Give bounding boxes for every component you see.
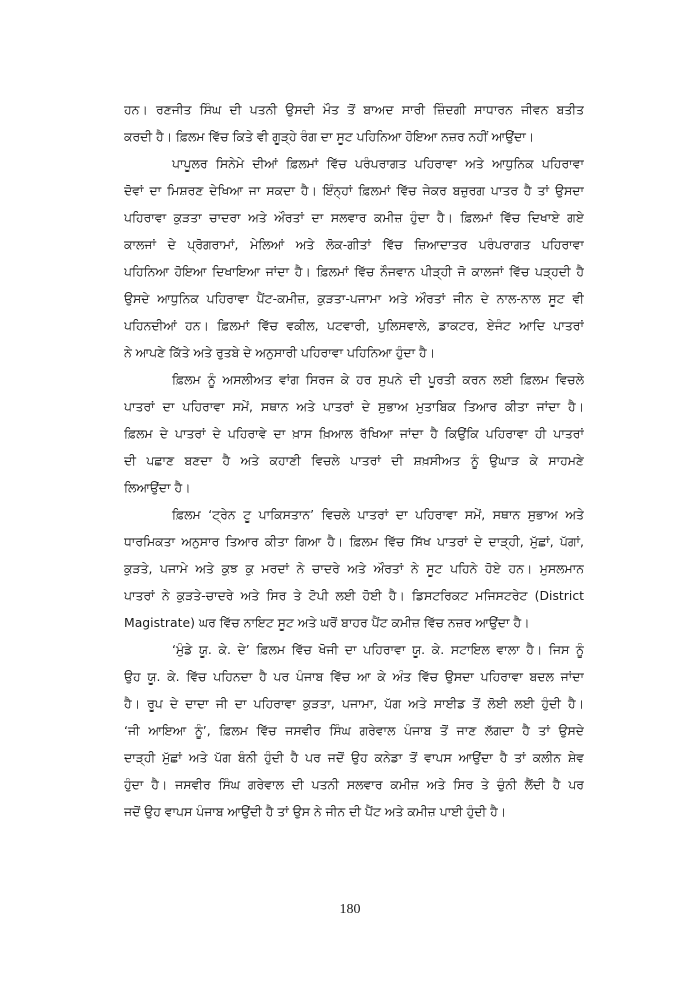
text-line: ਕਾਲਜਾਂ ਦੇ ਪ੍ਰੋਗਰਾਮਾਂ, ਮੇਲਿਆਂ ਅਤੇ ਲੋਕ-ਗੀਤਾਂ ਵਿੱਚ ਜ਼ਿਆਦਾਤਰ ਪਰੰਪਰਾਗਤ ਪਹਿਰਾਵਾ xyxy=(124,237,584,252)
paragraph xyxy=(124,366,584,501)
text-line: Magistrate) ਘਰ ਵਿੱਚ ਨਾਇਟ ਸੂਟ ਅਤੇ ਘਰੋਂ ਬਾਹਰ ਪੈਂਟ ਕਮੀਜ਼ ਵਿੱਚ ਨਜ਼ਰ ਆਉਂਦਾ ਹੈ। xyxy=(124,615,530,630)
text-line: ਫ਼ਿਲਮ ‘ਟ੍ਰੇਨ ਟੂ ਪਾਕਿਸਤਾਨ’ ਵਿਚਲੇ ਪਾਤਰਾਂ ਦਾ ਪਹਿਰਾਵਾ ਸਮੇਂ, ਸਥਾਨ ਸੁਭਾਅ ਅਤੇ xyxy=(172,507,584,522)
text-line: ਫ਼ਿਲਮ ਦੇ ਪਾਤਰਾਂ ਦੇ ਪਹਿਰਾਵੇ ਦਾ ਖ਼ਾਸ ਖ਼ਿਆਲ ਰੱਖਿਆ ਜਾਂਦਾ ਹੈ ਕਿਉਂਕਿ ਪਹਿਰਾਵਾ ਹੀ ਪਾਤਰਾਂ xyxy=(124,426,584,441)
text-line: ਦੀ ਪਛਾਣ ਬਣਦਾ ਹੈ ਅਤੇ ਕਹਾਣੀ ਵਿਚਲੇ ਪਾਤਰਾਂ ਦੀ ਸ਼ਖ਼ਸੀਅਤ ਨੂੰ ਉਘਾੜ ਕੇ ਸਾਹਮਣੇ xyxy=(124,453,584,468)
text-line: ਨੇ ਆਪਣੇ ਕਿੱਤੇ ਅਤੇ ਰੁਤਬੇ ਦੇ ਅਨੁਸਾਰੀ ਪਹਿਰਾਵਾ ਪਹਿਨਿਆ ਹੁੰਦਾ ਹੈ। xyxy=(124,345,436,360)
text-line: ਲਿਆਉਂਦਾ ਹੈ। xyxy=(124,480,191,495)
text-line: ਫ਼ਿਲਮ ਨੂੰ ਅਸਲੀਅਤ ਵਾਂਗ ਸਿਰਜ ਕੇ ਹਰ ਸੁਪਨੇ ਦੀ ਪੂਰਤੀ ਕਰਨ ਲਈ ਫ਼ਿਲਮ ਵਿਚਲੇ xyxy=(172,372,584,387)
text-line: ‘ਮੁੰਡੇ ਯੂ. ਕੇ. ਦੇ’ ਫ਼ਿਲਮ ਵਿੱਚ ਖੋਜੀ ਦਾ ਪਹਿਰਾਵਾ ਯੂ. ਕੇ. ਸਟਾਇਲ ਵਾਲਾ ਹੈ। ਜਿਸ ਨੂੰ xyxy=(172,642,584,657)
text-line: ਉਹ ਯੂ. ਕੇ. ਵਿੱਚ ਪਹਿਨਦਾ ਹੈ ਪਰ ਪੰਜਾਬ ਵਿੱਚ ਆ ਕੇ ਅੰਤ ਵਿੱਚ ਉਸਦਾ ਪਹਿਰਾਵਾ ਬਦਲ ਜਾਂਦਾ xyxy=(124,669,584,684)
paragraph xyxy=(124,150,584,366)
text-line: ਹੁੰਦਾ ਹੈ। ਜਸਵੀਰ ਸਿੰਘ ਗਰੇਵਾਲ ਦੀ ਪਤਨੀ ਸਲਵਾਰ ਕਮੀਜ਼ ਅਤੇ ਸਿਰ ਤੇ ਚੁੰਨੀ ਲੈਂਦੀ ਹੈ ਪਰ xyxy=(124,777,584,792)
text-line: ਹੈ। ਰੂਪ ਦੇ ਦਾਦਾ ਜੀ ਦਾ ਪਹਿਰਾਵਾ ਕੁੜਤਾ, ਪਜਾਮਾ, ਪੱਗ ਅਤੇ ਸਾਈਡ ਤੋਂ ਲੋਈ ਲਈ ਹੁੰਦੀ ਹੈ। xyxy=(124,696,584,711)
text-line: ਦੋਵਾਂ ਦਾ ਮਿਸ਼ਰਣ ਦੇਖਿਆ ਜਾ ਸਕਦਾ ਹੈ। ਇੰਨ੍ਹਾਂ ਫ਼ਿਲਮਾਂ ਵਿੱਚ ਜੇਕਰ ਬਜ਼ੁਰਗ ਪਾਤਰ ਹੈ ਤਾਂ ਉਸਦਾ xyxy=(124,183,584,198)
paragraph xyxy=(124,96,584,150)
text-line: ਪਾਪੂਲਰ ਸਿਨੇਮੇ ਦੀਆਂ ਫ਼ਿਲਮਾਂ ਵਿੱਚ ਪਰੰਪਰਾਗਤ ਪਹਿਰਾਵਾ ਅਤੇ ਆਧੁਨਿਕ ਪਹਿਰਾਵਾ xyxy=(172,156,584,171)
paragraph xyxy=(124,636,584,825)
text-line: ਹਨ। ਰਣਜੀਤ ਸਿੰਘ ਦੀ ਪਤਨੀ ਉਸਦੀ ਮੌਤ ਤੋਂ ਬਾਅਦ ਸਾਰੀ ਜ਼ਿੰਦਗੀ ਸਾਧਾਰਨ ਜੀਵਨ ਬਤੀਤ xyxy=(124,102,584,117)
text-line: ਧਾਰਮਿਕਤਾ ਅਨੁਸਾਰ ਤਿਆਰ ਕੀਤਾ ਗਿਆ ਹੈ। ਫ਼ਿਲਮ ਵਿੱਚ ਸਿੱਖ ਪਾਤਰਾਂ ਦੇ ਦਾੜ੍ਹੀ, ਮੁੱਛਾਂ, ਪੱਗਾਂ, xyxy=(124,534,584,549)
text-line: ਦਾੜ੍ਹੀ ਮੁੱਛਾਂ ਅਤੇ ਪੱਗ ਬੰਨੀ ਹੁੰਦੀ ਹੈ ਪਰ ਜਦੋਂ ਉਹ ਕਨੇਡਾ ਤੋਂ ਵਾਪਸ ਆਉਂਦਾ ਹੈ ਤਾਂ ਕਲੀਨ ਸ਼ੇਵ xyxy=(124,750,584,765)
text-line: ਪਹਿਨਦੀਆਂ ਹਨ। ਫ਼ਿਲਮਾਂ ਵਿੱਚ ਵਕੀਲ, ਪਟਵਾਰੀ, ਪੁਲਿਸਵਾਲੇ, ਡਾਕਟਰ, ਏਜੰਟ ਆਦਿ ਪਾਤਰਾਂ xyxy=(124,318,584,333)
text-line: ਉਸਦੇ ਆਧੁਨਿਕ ਪਹਿਰਾਵਾ ਪੈਂਟ-ਕਮੀਜ਼, ਕੁੜਤਾ-ਪਜਾਮਾ ਅਤੇ ਔਰਤਾਂ ਜੀਨ ਦੇ ਨਾਲ-ਨਾਲ ਸੂਟ ਵੀ xyxy=(124,291,584,306)
text-line: ਪਾਤਰਾਂ ਨੇ ਕੁੜਤੇ-ਚਾਦਰੇ ਅਤੇ ਸਿਰ ਤੇ ਟੋਪੀ ਲਈ ਹੋਈ ਹੈ। ਡਿਸਟਰਿਕਟ ਮਜਿਸਟਰੇਟ (District xyxy=(124,588,584,603)
text-line: ਜਦੋਂ ਉਹ ਵਾਪਸ ਪੰਜਾਬ ਆਉਂਦੀ ਹੈ ਤਾਂ ਉਸ ਨੇ ਜੀਨ ਦੀ ਪੈਂਟ ਅਤੇ ਕਮੀਜ਼ ਪਾਈ ਹੁੰਦੀ ਹੈ। xyxy=(124,804,507,819)
text-line: ਪਹਿਨਿਆ ਹੋਇਆ ਦਿਖਾਇਆ ਜਾਂਦਾ ਹੈ। ਫ਼ਿਲਮਾਂ ਵਿੱਚ ਨੌਜਵਾਨ ਪੀੜ੍ਹੀ ਜੋ ਕਾਲਜਾਂ ਵਿੱਚ ਪੜ੍ਹਦੀ ਹੈ xyxy=(124,264,584,279)
text-line: ਕੁੜਤੇ, ਪਜਾਮੇ ਅਤੇ ਕੁਝ ਕੁ ਮਰਦਾਂ ਨੇ ਚਾਦਰੇ ਅਤੇ ਔਰਤਾਂ ਨੇ ਸੂਟ ਪਹਿਨੇ ਹੋਏ ਹਨ। ਮੁਸਲਮਾਨ xyxy=(124,561,584,576)
paragraph xyxy=(124,501,584,636)
text-line: ਪਹਿਰਾਵਾ ਕੁੜਤਾ ਚਾਦਰਾ ਅਤੇ ਔਰਤਾਂ ਦਾ ਸਲਵਾਰ ਕਮੀਜ਼ ਹੁੰਦਾ ਹੈ। ਫ਼ਿਲਮਾਂ ਵਿੱਚ ਦਿਖਾਏ ਗਏ xyxy=(124,210,584,225)
page-number: 180 xyxy=(339,902,361,917)
text-line: ‘ਜੀ ਆਇਆ ਨੂੰ’, ਫ਼ਿਲਮ ਵਿੱਚ ਜਸਵੀਰ ਸਿੰਘ ਗਰੇਵਾਲ ਪੰਜਾਬ ਤੋਂ ਜਾਣ ਲੱਗਦਾ ਹੈ ਤਾਂ ਉਸਦੇ xyxy=(124,723,584,738)
text-line: ਕਰਦੀ ਹੈ। ਫ਼ਿਲਮ ਵਿੱਚ ਕਿਤੇ ਵੀ ਗੂੜ੍ਹੇ ਰੰਗ ਦਾ ਸੂਟ ਪਹਿਨਿਆ ਹੋਇਆ ਨਜ਼ਰ ਨਹੀਂ ਆਉਂਦਾ। xyxy=(124,129,535,144)
text-line: ਪਾਤਰਾਂ ਦਾ ਪਹਿਰਾਵਾ ਸਮੇਂ, ਸਥਾਨ ਅਤੇ ਪਾਤਰਾਂ ਦੇ ਸੁਭਾਅ ਮੁਤਾਬਿਕ ਤਿਆਰ ਕੀਤਾ ਜਾਂਦਾ ਹੈ। xyxy=(124,399,584,414)
document-body xyxy=(124,96,584,825)
